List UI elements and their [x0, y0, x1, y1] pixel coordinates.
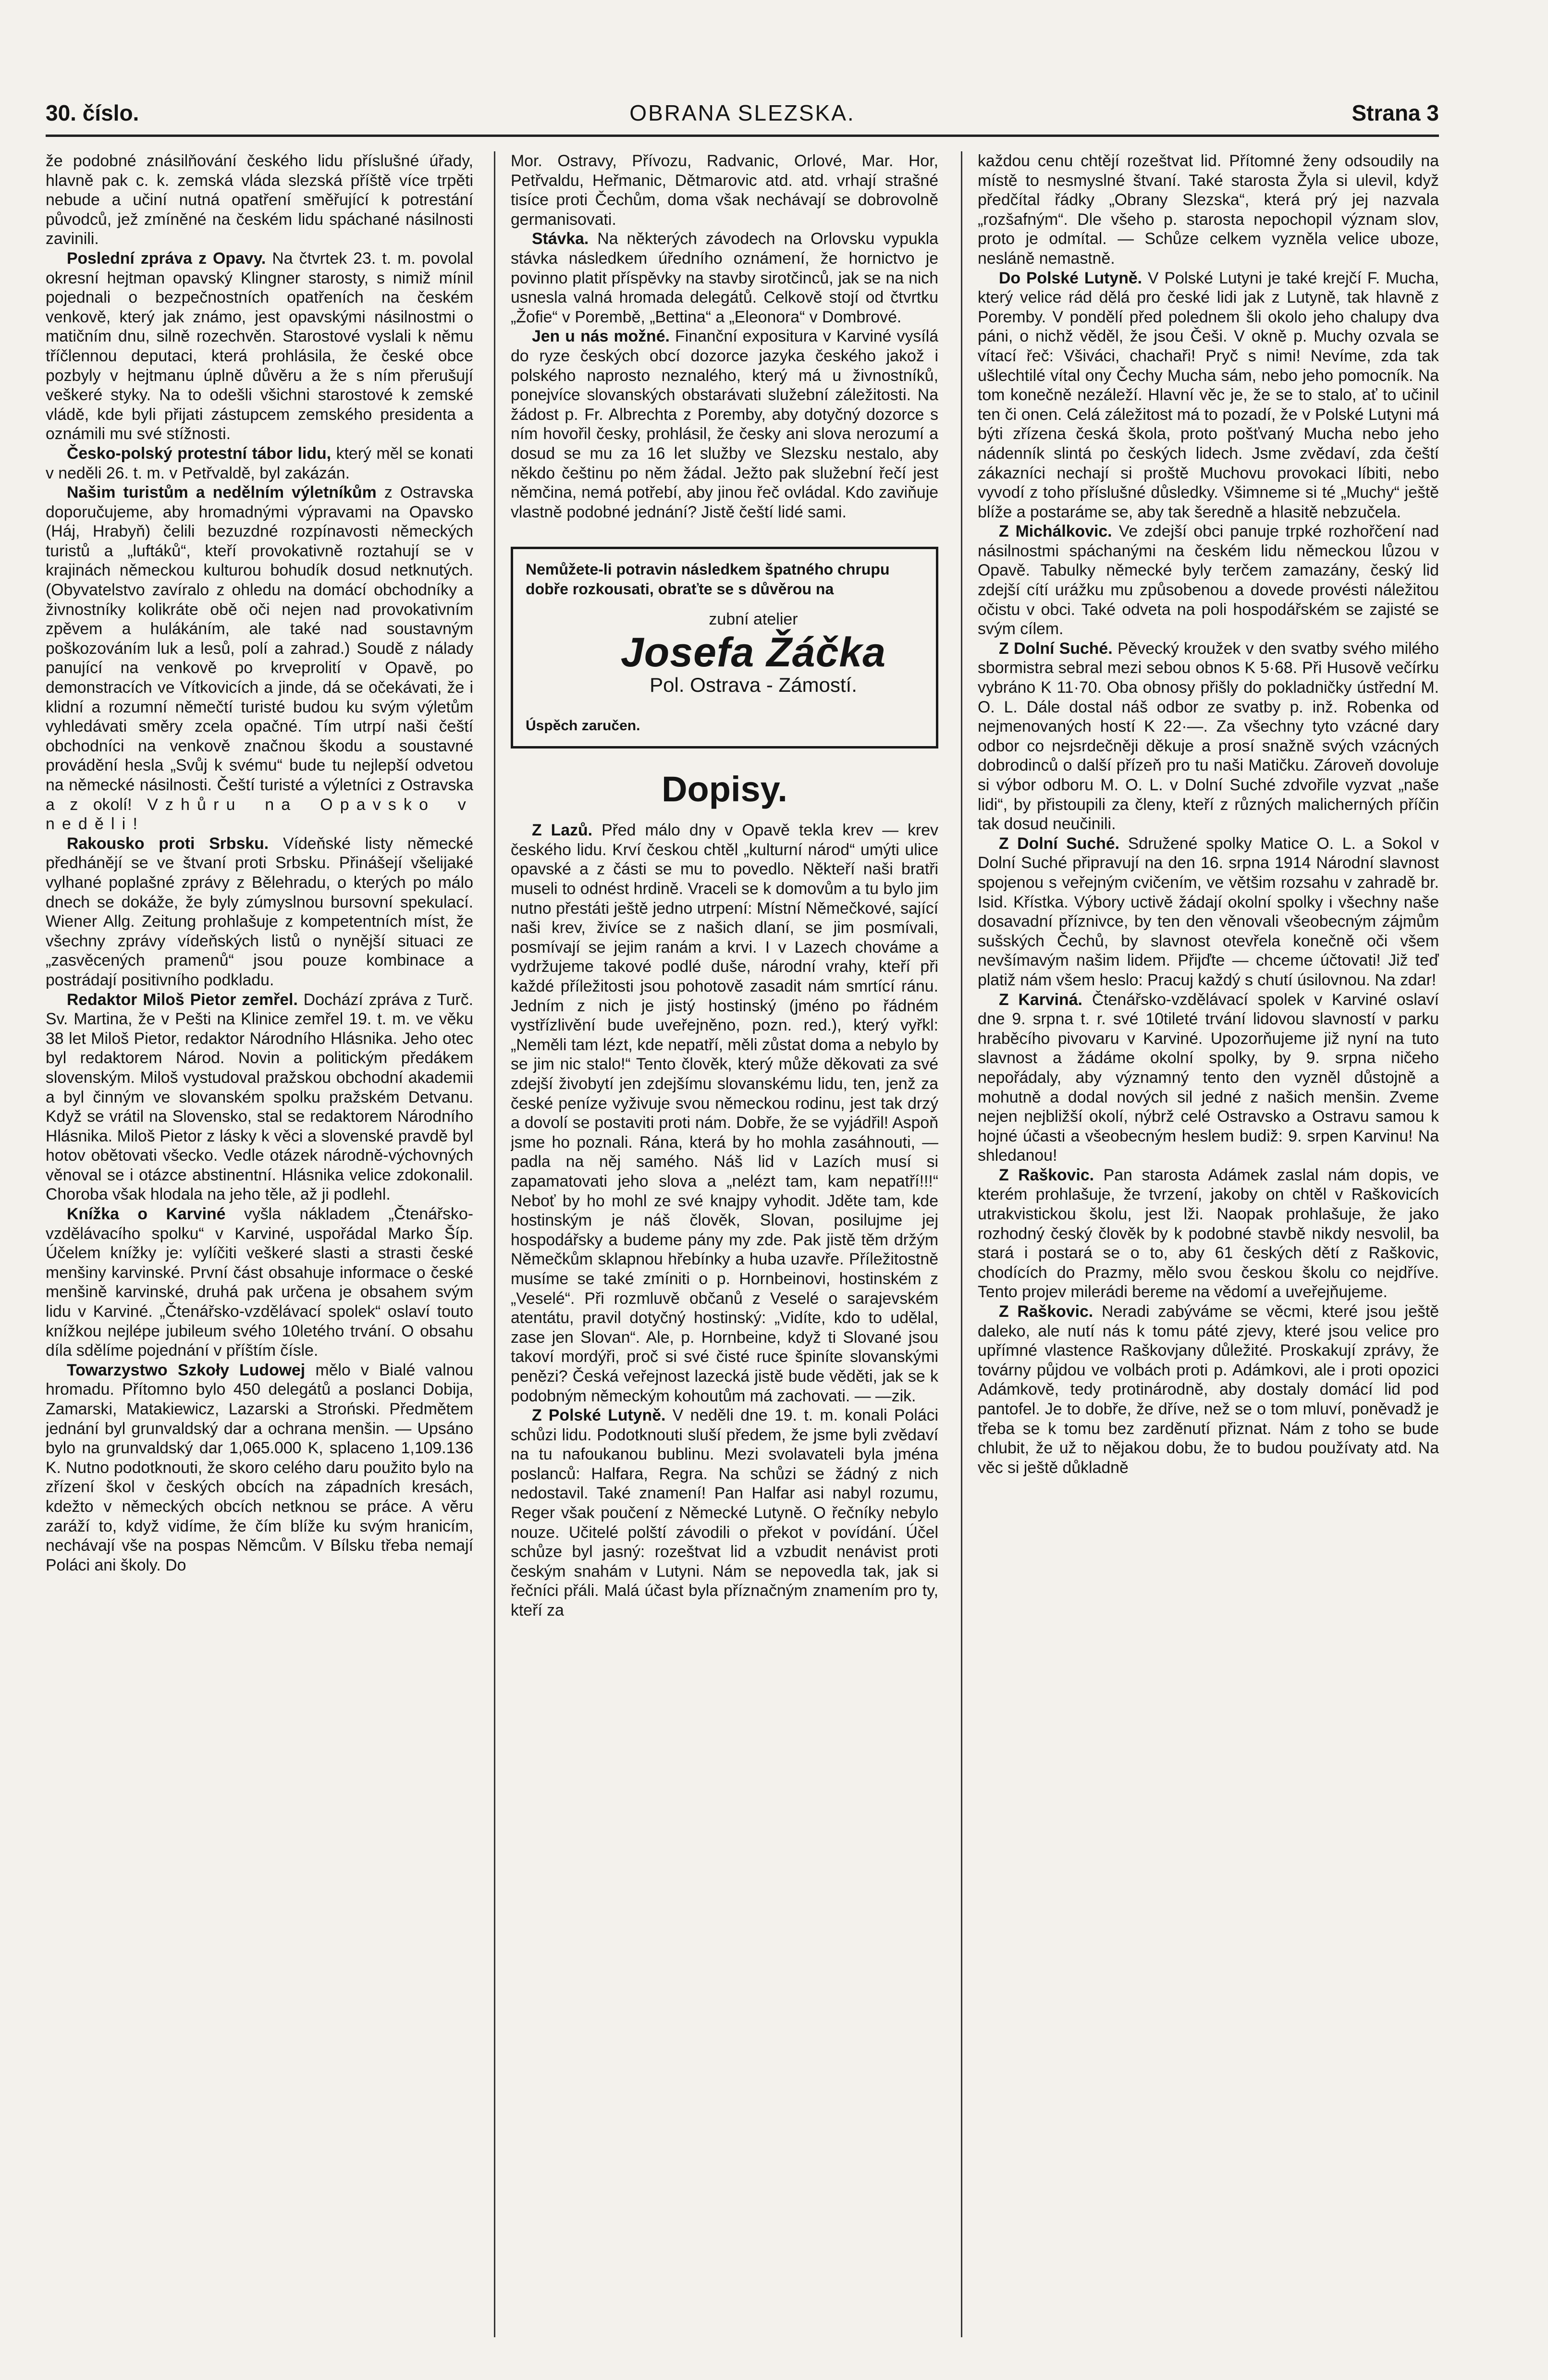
ad-intro: Nemůžete-li potravin následkem špatného chrupu dobře rozkousati, obraťte se s důvěrou na	[526, 561, 890, 598]
column-3	[978, 151, 1439, 2332]
section-heading: Dopisy.	[662, 769, 787, 810]
article-heading: Knížka o Karviné	[66, 1205, 226, 1224]
article-paragraph	[978, 834, 1439, 990]
article-text: Na některých závodech na Orlovsku vypukla stávka následkem úředního oznámení, že hornictvo je povinno platit příspěvky na stavby sirotčinců, jak se na nich usnesla valná hromada delegátů. Celkově stojí od čtvrtku „Žofie“ v Porembě, „Bettina“ a „Eleonora“ v Dombrové.	[511, 230, 938, 326]
article-paragraph	[511, 1406, 938, 1620]
newspaper-title: OBRANA SLEZSKA.	[629, 100, 855, 125]
article-text: Čtenářsko-vzdělávací spolek v Karviné oslaví dne 9. srpna t. r. své 10tileté trvání lidovou slavností v parku hraběcího pivovaru v Karviné. Upozorňujeme již nyní na tuto slavnost a žádáme okolní spolky, by 9. srpna ničeho nepořádaly, aby významný tento den vyzněl důstojně a mohutně a dodal nových sil jedné z našich menšin. Zveme nejen nejbližší okolí, nýbrž celé Ostravsko a Ostravu samou k hojné účasti a všeobecným heslem budiž: 9. srpen Karvinu! Na shledanou!	[978, 990, 1439, 1165]
article-paragraph	[978, 522, 1439, 639]
article-text: Na čtvrtek 23. t. m. povolal okresní hejtman opavský Klingner starosty, s nimiž mínil pojednali o bezpečnostních opatřeních na českém venkově, který jak známo, jest opavskými násilnostmi o matičním dnu, silně rozechvěn. Starostové vyslali k němu tříčlennou deputaci, která prohlásila, že české obce pozbyly v hejtmanu úplně důvěru a že s ním přerušují veškeré styky. Na to odešli všichni starostové k zemské vládě, kde byli přijati zástupcem zemského presidenta a oznámili mu své stížnosti.	[46, 249, 473, 443]
article-text: že podobné znásilňování českého lidu příslušné úřady, hlavně pak c. k. zemská vláda slezská příště více trpěti nebude a učiní nutná opatření směřující k potrestání původců, jež zmíněné na českém lidu spáchané násilnosti zavinili.	[46, 152, 473, 248]
article-paragraph	[46, 1204, 473, 1361]
column-divider	[961, 151, 962, 2337]
article-text: Dochází zpráva z Turč. Sv. Martina, že v Pešti na Klinice zemřel 19. t. m. ve věku 38 let Miloš Pietor, redaktor Národního Hlásnika. Jeho otec byl redaktorem Národ. Novin a politickým předákem slovenským. Miloš vystudoval pražskou obchodní akademii a byl činným ve slovanském spolku pražském Detvanu. Když se vrátil na Slovensko, stal se redaktorem Národního Hlásnika. Miloš Pietor z lásky k věci a slovenské pravdě byl hotov obětovati všecko. Vedle otázek národně-výchovných věnoval se i otázce abstinentní. Hlásnika velice zdokonalil. Choroba však hlodala na jeho těle, až ji podlehl.	[46, 990, 473, 1204]
article-heading: Z Lazů.	[531, 821, 593, 840]
article-text: Před málo dny v Opavě tekla krev — krev českého lidu. Krví českou chtěl „kulturní národ“ umýti ulice opavské a z části se mu to povedlo. Někteří naši bratři museli to odnést hrdině. Vraceli se k domovům a tu bylo jim nutno přestáti ještě jedno utrpení: Místní Němečkové, sající naši krev, živíce se z našich dlaní, se jim posmívali, posmívají se jejim ranám a krvi. I v Lazech chováme a vydržujeme takové podlé duše, národní vrahy, kteří při každé příležitosti jsou pohotově zasadit nám smrtící ránu. Jedním z nich je jistý hostinský (jméno po řádném vystřízlivění bude uveřejněno, pozn. red.), který vyřkl: „Neměli tam lézt, kde nepatří, měli zůstat doma a nebylo by se jim nic stalo!“ Tento člověk, který může děkovati za své zdejší živobytí jen zdejšímu slovanskému lidu, ten, jenž za české peníze vyživuje svou německou rodinu, jest tak drzý a dovolí se postaviti proti nám. Dobře, že se vyjádřil! Aspoň jsme ho poznali. Rána, která by ho mohla zasáhnouti, — padla na něj samého. Náš lid v Lazích musí si zapamatovati jeho slova a „nelézt tam, kam nepatří!!!“ Neboť by ho mohl ze své knajpy vyhodit. Jděte tam, kde hostinským je náš člověk, Slovan, posilujme jej hospodářsky a budeme pány my zde. Pak jistě těm držým Němečkům sklapnou hřebínky a huba uzavře. Příležitostně musíme se také zmíniti o p. Hornbeinovi, hostinském z „Veselé“. Při rozmluvě občanů z Veselé o sarajevském atentátu, pravil dotyčný hostinský: „Vidíte, kdo to udělal, zase jen Slovan“. Ale, p. Hornbeine, když ti Slované jsou takoví mordýři, proč si své čisté ruce špiníte slovanskými penězi? Česká veřejnost lazecká jistě bude věděti, jak se k podobným německým kohoutům má zachovati. —	[511, 821, 938, 1405]
article-paragraph	[978, 639, 1439, 834]
article-text: Ve zdejší obci panuje trpké rozhořčení nad násilnostmi spáchanými na českém lidu německou lůzou v Opavě. Tabulky německé byly terčem zamazány, český lid zdejší cítí urážku mu způsobenou a dovede provésti náležitou očistu v obci. Také odveta na poli hospodářském se zajisté se svým cílem.	[978, 522, 1439, 638]
column-2	[511, 151, 938, 2332]
article-signature: —zik.	[875, 1386, 916, 1405]
article-paragraph	[46, 249, 473, 444]
column-divider	[494, 151, 495, 2337]
article-text: Finanční expositura v Karviné vysílá do ryze českých obcí dozorce jazyka českého jakož i polského naprosto neznalého, který má u živnostníků, ponejvíce slovanských obstarávati služební záležitosti. Na žádost p. Fr. Albrechta z Poremby, aby dotyčný dozorce s ním hovořil česky, prohlásil, že česky ani slova nerozumí a dosud se mu za 16 let služby ve Slezsku nestalo, aby někdo češtinu po něm žádal. Ježto pak služební řečí jest němčina, nemá potřebí, aby jinou řeč ovládal. Kdo zaviňuje vlastně podobné jednání? Jistě čeští lidé sami.	[511, 327, 938, 521]
article-heading: Z Michálkovic.	[998, 522, 1112, 541]
article-heading: Z Raškovic.	[998, 1302, 1093, 1321]
column-1	[46, 151, 473, 2332]
article-heading: Stávka.	[531, 230, 589, 248]
article-text: Mor. Ostravy, Přívozu, Radvanic, Orlové, Mar. Hor, Petřvaldu, Heřmanic, Dětmarovic atd. atd. vrhají strašné tisíce proti Čechům, doma však nechávají se dobrovolně germanisovati.	[511, 152, 938, 229]
article-emphasis: Vzhůru na Opavsko v neděli!	[46, 795, 473, 834]
article-paragraph	[978, 990, 1439, 1165]
ad-address: Pol. Ostrava - Zámostí.	[650, 673, 857, 696]
article-text: Pěvecký kroužek v den svatby svého milého sbormistra sebral mezi sebou obnos K 5·68. Při Husově večírku vybráno K 11·70. Oba obnosy přišly do pokladničky ústřední M. O. L. Dále dostal náš odbor ze svatby p. inž. Robenka od nejmenovaných hostí K 22·—. Za všechny tyto vzácné dary odbor co nejsrdečněji děkuje a prosí snažně svých vzácných dobrodinců o další přízeň pro tu naši Matičku. Zároveň dovoluje si výbor odboru M. O. L. v Dolní Suché zdvořile vyzvat „naše lidi“, by přistoupili za členy, kteří z různých malicherných příčin tak dosud neučinili.	[978, 639, 1439, 834]
article-paragraph	[511, 229, 938, 327]
article-text: který měl se konati v neděli 26. t. m. v Petřvaldě, byl zakázán.	[46, 444, 473, 482]
article-heading: Jen u nás možné.	[531, 327, 670, 346]
article-text: mělo v Bialé valnou hromadu. Přítomno bylo 450 delegátů a poslanci Dobija, Zamarski, Matakiewicz, Lazarski a Stroński. Předmětem jednání byl grunvaldský dar a ochrana menšin. — Upsáno bylo na grunvaldský dar 1,065.000 K, splaceno 1,109.136 K. Nutno podotknouti, že skoro celého daru použito bylo na zřízení škol v českých obcích na západních kresách, kdežto v německých obcích netknou se práce. A věru zaráží to, když vidíme, že čím blíže ku svým hranicím, nechávají vše na pospas Němcům. V Bílsku třeba nemají Poláci ani školy. Do	[46, 1361, 473, 1574]
article-text: V neděli dne 19. t. m. konali Poláci schůzi lidu. Podotknouti sluší předem, že jsme byli zvědaví na tu nafoukanou bublinu. Mezi svolavateli byla jména poslanců: Halfara, Regra. Na schůzi se žádný z nich nedostavil. Také znamení! Pan Halfar asi nabyl rozumu, Reger však poučení z Německé Lutyně. O řečníky nebylo nouze. Učitelé polští závodili o překot v povídání. Účel schůze byl jasný: rozeštvat lid a vzbudit nenávist proti českým snahám v Lutyni. Nám se nepovedla tak, jak si řečníci přáli. Malá účast byla příznačným znamením pro ty, kteří za	[511, 1406, 938, 1620]
article-heading: Do Polské Lutyně.	[998, 269, 1143, 287]
article-heading: Z Polské Lutyně.	[531, 1406, 666, 1425]
article-heading: Z Dolní Suché.	[998, 834, 1120, 853]
article-heading: Z Dolní Suché.	[998, 639, 1113, 658]
article-text: každou cenu chtějí rozeštvat lid. Přítomné ženy odsoudily na místě to nesmyslné štvaní. Také starosta Žyla si ulevil, když předčítal řádky „Obrany Slezska“, která prý jej nazvala „rozšafným“. Dle všeho p. starosta nepochopil význam slov, proto je odmítal. — Schůze celkem vyzněla velice uboze, nesláně nemastně.	[978, 152, 1439, 268]
article-text: Sdružené spolky Matice O. L. a Sokol v Dolní Suché připravují na den 16. srpna 1914 Národní slavnost spojenou s veřejným cvičením, ve většim rozsahu v zahradě br. Isid. Křístka. Výbory uctivě žádají okolní spolky i všechny naše dosavadní příznivce, by ten den věnovali všeobecným zájmům sušských Čechů, by slavnost otevřela konečně oči všem nevšímavým našim lidem. Přijďte — chceme účtovati! Již teď platiž nám všem heslo: Pracuj každý s chutí úsilovnou. Na zdar!	[978, 834, 1439, 989]
article-paragraph	[46, 1361, 473, 1575]
article-text: V Polské Lutyni je také krejčí F. Mucha, který velice rád dělá pro české lidi jak z Lutyně, tak hlavně z Poremby. V pondělí před polednem šli okolo jeho chalupy dva páni, o nichž věděl, že jsou Češi. V okně p. Muchy ozvala se vítací řeč: Všiváci, chachaři! Pryč s nimi! Nevíme, zda tak ušlechtilé vítal ony Čechy Mucha sám, nebo jeho pomocník. Na tom konečně nezáleží. Hlavní věc je, že se to stalo, ať to učinil ten či onen. Celá záležitost má to pozadí, že v Polské Lutyni má býti zřízena česká škola, proto pošťvaný Mucha nebo jeho nádenník slintá po českých lidech. Jsme zvědaví, zda čeští zákazníci nechají si proště Muchovu provokaci líbiti, nebo vyvodí z toho příslušné důsledky. Všimneme si té „Muchy“ ještě blíže a postaráme se, aby tak šeredně a hlasitě nebzučela.	[978, 269, 1439, 521]
page-header	[46, 91, 1439, 137]
ad-guarantee: Úspěch zaručen.	[526, 717, 640, 734]
article-text: z Ostravska doporučujeme, aby hromadnými výpravami na Opavsko (Háj, Hrabyň) čelili bezuzdné rozpínavosti německých turistů a „luftáků“, kteří provokativně roztahují se v krajinách německou kulturou bohudík dosud netknutých. (Obyvatelstvo zavíralo z ohledu na domácí obchodníky a živnostníky kolikráte obě oči nejen nad provokativním zpěvem a hulákáním, ale také nad soustavným poškozováním luk a lesů, polí a zahrad.) Soudě z nálady panující na venkově po krveprolití v Opavě, po demonstracích ve Vítkovicích a jinde, dá se očekávati, že i klidní a rozumní němečtí turisté budou ku svým výletům vyhledávati směry zcela opačné. Tím utrpí naši čeští obchodníci na venkově značnou škodu a soustavné provádění hesla „Svůj k svému“ bude tu nejlepší odvetou na německé násilnosti. Čeští turisté a výletníci z Ostravska a z okolí!	[46, 483, 473, 814]
article-paragraph	[978, 1302, 1439, 1477]
article-paragraph	[46, 834, 473, 990]
ad-name: Josefa Žáčka	[620, 629, 886, 675]
article-paragraph	[511, 821, 938, 1406]
article-paragraph	[978, 1165, 1439, 1302]
article-text: Neradi zabýváme se věcmi, které jsou ještě daleko, ale nutí nás k tomu páté zjevy, které jsou velice pro upřímné vlastence Raškovjany důležité. Proskakují zprávy, že továrny půjdou ve volbách proti p. Adámkovi, ale i proti opozici Adámkově, tedy protinárodně, aby dostaly domácí lid pod pantofel. Je to dobře, že dříve, než se o tom mluví, poněvadž je třeba se k tomu bez zarděnutí přiznat. Nám z toho se bude chlubit, že už to nějakou dobu, že to budou používaty atd. Na věc si ještě důkladně	[978, 1302, 1439, 1477]
article-heading: Česko-polský protestní tábor lidu,	[66, 444, 332, 463]
article-paragraph	[978, 269, 1439, 522]
article-heading: Z Raškovic.	[998, 1165, 1094, 1184]
ad-atelier: zubní atelier	[709, 610, 798, 629]
article-paragraph	[46, 483, 473, 834]
article-paragraph	[511, 327, 938, 522]
article-paragraph	[46, 444, 473, 483]
article-heading: Poslední zpráva z Opavy.	[66, 249, 266, 268]
article-heading: Rakousko proti Srbsku.	[66, 834, 269, 853]
article-text: Pan starosta Adámek zaslal nám dopis, ve kterém prohlašuje, že tvrzení, jakoby on chtěl v Raškovicích utrakvistickou školu, jest lži. Naopak prohlašuje, že jako rozhodný český člověk by k podobné stavbě nikdy nesvolil, ba stará i postará se o to, aby 61 českých dětí z Raškovic, chodících do Prazmy, mělo svou českou školu co nejdříve. Tento projev milerádi bereme na vědomí a uveřejňujeme.	[978, 1165, 1439, 1301]
article-heading: Towarzystwo Szkoły Ludowej	[66, 1361, 306, 1379]
article-paragraph	[46, 990, 473, 1205]
article-text: vyšla nákladem „Čtenářsko-vzdělávacího spolku“ v Karviné, uspořádal Marko Šíp. Účelem knížky je: vylíčiti veškeré slasti a strasti české menšiny karvinské. První část obsahuje informace o české menšině karvinské, druhá pak určena je obsahem svým lidu v Karviné. „Čtenářsko-vzdělávací spolek“ oslaví touto knížkou nejlépe jubileum svého 10letého trvání. O obsahu díla sdělíme pojednání v příštím čísle.	[46, 1205, 473, 1360]
article-heading: Redaktor Miloš Pietor zemřel.	[66, 990, 298, 1009]
article-heading: Našim turistům a nedělním výletníkům	[66, 483, 377, 502]
page-number: Strana 3	[1351, 100, 1439, 125]
article-text: Vídeňské listy německé předhánějí se ve štvaní proti Srbsku. Přinášejí všelijaké vylhané poplašné zprávy z Bělehradu, o kterých po málo dnech se dokáže, že byly zúmyslnou bursovní spekulací. Wiener Allg. Zeitung prohlašuje z kompetentních míst, že všechny zprávy vídeňských listů o nynější situaci ze „zasvěcených pramenů“ jsou pouze kombinace a postrádají positivního podkladu.	[46, 834, 473, 989]
dentist-advertisement	[511, 547, 938, 748]
article-heading: Z Karviná.	[998, 990, 1082, 1009]
issue-number: 30. číslo.	[46, 100, 139, 125]
